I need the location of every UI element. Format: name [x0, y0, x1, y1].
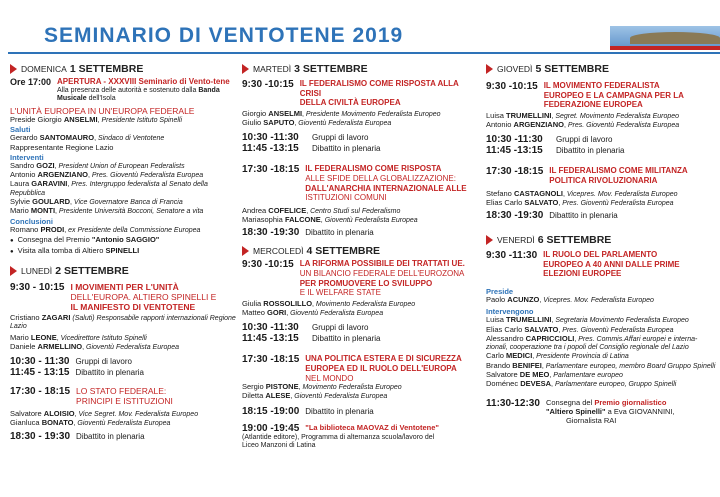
speaker: Giorgio ANSELMI, Presidente Movimento Federalista Europeo [242, 108, 441, 118]
day-header-sunday: DOMENICA 1 SETTEMBRE [10, 62, 238, 75]
speaker: Laura GARAVINI, Pres. Intergruppo federalista al Senato della Repubblica [10, 179, 208, 197]
speaker: Romano PRODI, ex Presidente della Commissione Europea [10, 224, 201, 234]
interventi-label: Interventi [10, 152, 44, 162]
plenary-row: 11:45 -13:15 Dibattito in plenaria [242, 143, 381, 155]
speaker: Alessandro CAPRICCIOLI, Pres. Commis.Affari europei e interna-zionali, cooperazione tra i popoli del Consiglio regionale del Lazio [486, 333, 698, 352]
speaker: Mario LEONE, Vicedirettore Istituto Spinelli [10, 332, 147, 342]
speaker: Luisa TRUMELLINI, Segretaria Movimento Federalista Europeo [486, 315, 689, 325]
day-header-monday: LUNEDÌ 2 SETTEMBRE [10, 265, 238, 278]
plenary-row: 18:30 - 19:30 Dibattito in plenaria [10, 430, 145, 442]
speaker: Cristiano ZAGARI (Saluti) Responsabile rapporti internazionali Regione Lazio [10, 312, 236, 331]
chair-line: Preside Giorgio ANSELMI, Presidente Istituto Spinelli [10, 115, 182, 124]
session-morning: 9:30 -10:15 IL FEDERALISMO COME RISPOSTA ALLA CRISI DELLA CIVILTÀ EUROPEA [242, 79, 459, 108]
red-triangle-icon [10, 64, 17, 74]
banner-red-stripe [610, 46, 720, 50]
column-thursday-friday [486, 60, 718, 425]
workgroup-row: 10:30 - 11:30 Gruppi di lavoro [10, 356, 132, 368]
speaker: Sylvie GOULARD, Vice Governatore Banca di Francia [10, 197, 183, 207]
speaker: Elias Carlo SALVATO, Pres. Gioventù Federalista Europea [486, 197, 674, 207]
island-banner-image [610, 26, 720, 50]
plenary-row: 11:45 -13:15 Dibattito in plenaria [242, 333, 381, 345]
session-afternoon: 17:30 -18:15 UNA POLITICA ESTERA E DI SICUREZZA EUROPEA ED IL RUOLO DELL'EUROPA NEL MONDO [242, 354, 462, 383]
speaker: Sergio PISTONE, Movimento Federalista Europeo [242, 382, 402, 392]
intervengono-label: Intervengono [486, 307, 534, 317]
speaker: Gianluca BONATO, Gioventù Federalista Europea [10, 418, 171, 428]
plenary-row: 11:45 - 13:15 Dibattito in plenaria [10, 367, 144, 379]
speaker: Giulia ROSSOLILLO, Movimento Federalista Europeo [242, 298, 416, 308]
session-title: L'UNITÀ EUROPEA IN UN'EUROPA FEDERALE [10, 105, 195, 116]
speaker: Paolo ACUNZO, Vicepres. Mov. Federalista Europeo [486, 294, 654, 304]
session-afternoon: 17:30 - 18:15 LO STATO FEDERALE: PRINCIPI E ISTITUZIONI [10, 386, 173, 407]
island-silhouette [630, 32, 720, 44]
event-note: Liceo Manzoni di Latina [242, 441, 316, 449]
session-morning: 9:30 -11:30 IL RUOLO DEL PARLAMENTO EUROPEO A 40 ANNI DALLE PRIME ELEZIONI EUROPEE [486, 250, 680, 279]
day-header-wednesday: MERCOLEDÌ 4 SETTEMBRE [242, 244, 478, 257]
day-header-thursday: GIOVEDÌ 5 SETTEMBRE [486, 62, 718, 75]
speaker: Luisa TRUMELLINI, Segret. Movimento Federalista Europeo [486, 110, 680, 120]
speaker: Daniele ARMELLINO, Gioventù Federalista Europea [10, 341, 180, 351]
conclusioni-label: Conclusioni [10, 216, 53, 226]
page-title: SEMINARIO DI VENTOTENE 2019 [44, 24, 404, 47]
speaker: Andrea COFELICE, Centro Studi sul Federalismo [242, 205, 401, 215]
opening-title: APERTURA - XXXVIII Seminario di Vento-tene [57, 77, 230, 86]
plenary-row: 18:30 -19:30 Dibattito in plenaria [486, 210, 618, 222]
day-header-friday: VENERDÌ 6 SETTEMBRE [486, 233, 718, 246]
column-tuesday-wednesday [242, 60, 478, 450]
speaker: Rappresentante Regione Lazio [10, 142, 114, 152]
workgroup-row: 10:30 -11:30 Gruppi di lavoro [242, 322, 369, 334]
red-triangle-icon [242, 64, 249, 74]
speaker: Giulio SAPUTO, Gioventù Federalista Europea [242, 118, 392, 128]
plenary-row: 11:45 -13:15 Dibattito in plenaria [486, 145, 625, 157]
speaker: Antonio ARGENZIANO, Pres. Gioventù Federalista Europea [486, 120, 680, 130]
plenary-row: 18:30 -19:30 Dibattito in plenaria [242, 227, 374, 239]
session-afternoon: 17:30 -18:15 IL FEDERALISMO COME MILITANZA POLITICA RIVOLUZIONARIA [486, 166, 688, 185]
workgroup-row: 10:30 -11:30 Gruppi di lavoro [486, 134, 613, 146]
speaker: Mario MONTI, Presidente Università Bocconi, Senatore a vita [10, 206, 204, 216]
red-triangle-icon [486, 235, 493, 245]
day-header-tuesday: MARTEDÌ 3 SETTEMBRE [242, 62, 478, 75]
session-morning: 9:30 - 10:15 I MOVIMENTI PER L'UNITÀ DELL'EUROPA. ALTIERO SPINELLI E IL MANIFESTO DI VENTOTENE [10, 281, 217, 312]
red-triangle-icon [10, 266, 17, 276]
saluti-label: Saluti [10, 125, 31, 135]
preside-label: Preside [486, 286, 514, 296]
session-morning: 9:30 -10:15 LA RIFORMA POSSIBILE DEI TRATTATI UE. UN BILANCIO FEDERALE DELL'EUROZONA PER PROMUOVERE LO SVILUPPO E IL WELFARE STATE [242, 259, 465, 298]
column-sunday-monday [10, 60, 238, 442]
session-afternoon: 17:30 -18:15 IL FEDERALISMO COME RISPOSTA ALLE SFIDE DELLA GLOBALIZZAZIONE: DALL'ANARCHIA INTERNAZIONALE ALLE ISTITUZIONI COMUNI [242, 164, 467, 203]
workgroup-row: 10:30 -11:30 Gruppi di lavoro [242, 132, 369, 144]
plenary-row: 18:15 -19:00 Dibattito in plenaria [242, 405, 374, 417]
session-award: 11:30-12:30 Consegna del Premio giornalistico "Altiero Spinelli" a Eva GIOVANNINI, Giornalista RAI [486, 397, 675, 425]
speaker: Brando BENIFEI, Parlamentare europeo, membro Board Gruppo Spinelli [486, 360, 716, 370]
opening-session: Ore 17:00 APERTURA - XXXVIII Seminario di Vento-tene Alla presenza delle autorità e sostenuto dalla Banda Musicale dell'Isola [10, 77, 238, 103]
bullet-item: ● Consegna del Premio "Antonio SAGGIO" [10, 235, 238, 246]
speaker: Mariasophia FALCONE, Gioventù Federalista Europea [242, 215, 418, 225]
title-rule [8, 52, 720, 54]
speaker: Gerardo SANTOMAURO, Sindaco di Ventotene [10, 133, 165, 143]
speaker: Salvatore DE MEO, Parlamentare europeo [486, 370, 623, 380]
session-evening: 19:00 -19:45 "La biblioteca MAOVAZ di Ventotene" [242, 422, 439, 434]
speaker: Carlo MEDICI, Presidente Provincia di Latina [486, 351, 629, 361]
speaker: Stefano CASTAGNOLI, Vicepres. Mov. Federalista Europeo [486, 188, 678, 198]
speaker: Matteo GORI, Gioventù Federalista Europea [242, 308, 384, 318]
speaker: Antonio ARGENZIANO, Pres. Gioventù Federalista Europea [10, 170, 204, 180]
speaker: Sandro GOZI, President Union of European Federalists [10, 160, 185, 170]
event-note: (Atlantide editore), Programma di alternanza scuola/lavoro del [242, 433, 435, 441]
red-triangle-icon [486, 64, 493, 74]
speaker: Elias Carlo SALVATO, Pres. Gioventù Federalista Europea [486, 324, 674, 334]
speaker: Salvatore ALOISIO, Vice Segret. Mov. Federalista Europeo [10, 409, 199, 419]
session-morning: 9:30 -10:15 IL MOVIMENTO FEDERALISTA EUROPEO E LA CAMPAGNA PER LA FEDERAZIONE EUROPEA [486, 81, 684, 110]
red-triangle-icon [242, 246, 249, 256]
speaker: Doménec DEVESA, Parlamentare europeo, Gruppo Spinelli [486, 379, 677, 389]
bullet-item: ● Visita alla tomba di Altiero SPINELLI [10, 246, 238, 257]
speaker: Diletta ALESE, Gioventù Federalista Europea [242, 391, 388, 401]
